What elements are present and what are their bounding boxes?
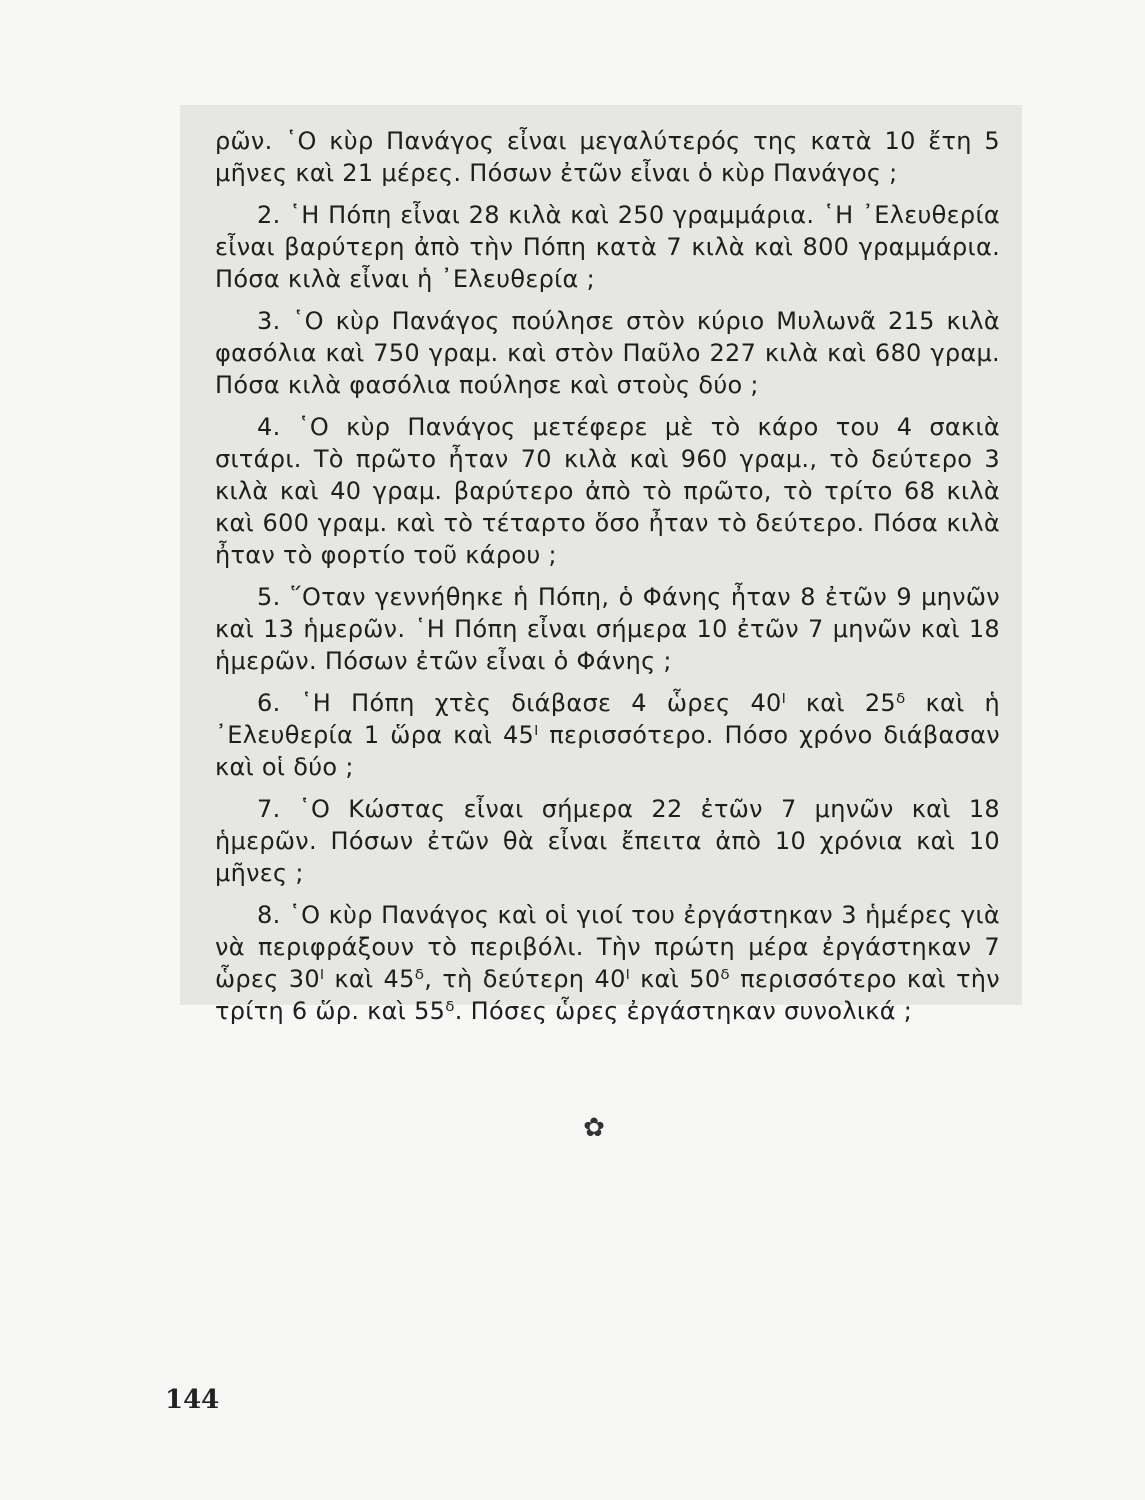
- exercise-5: 5. ῞Οταν γεννήθηκε ἡ Πόπη, ὁ Φάνης ἦταν 8 ἐτῶν 9 μηνῶν καὶ 13 ἡμερῶν. ῾Η Πόπη εἶναι σήμερα 10 ἐτῶν 7 μηνῶν καὶ 18 ἡμερῶν. Πόσων ἐτῶν εἶναι ὁ Φάνης ;: [215, 583, 1000, 675]
- exercise-continuation: ρῶν. ῾Ο κὺρ Πανάγος εἶναι μεγαλύτερός της κατὰ 10 ἔτη 5 μῆνες καὶ 21 μέρες. Πόσων ἐτῶν εἶναι ὁ κὺρ Πανάγος ;: [215, 127, 1000, 187]
- exercise-6: 6. ῾Η Πόπη χτὲς διάβασε 4 ὧρες 40ˡ καὶ 25ᵟ καὶ ἡ ᾿Ελευθερία 1 ὥρα καὶ 45ˡ περισσότερο. Πόσο χρόνο διάβασαν καὶ οἱ δύο ;: [215, 689, 1000, 781]
- exercise-3: 3. ῾Ο κὺρ Πανάγος πούλησε στὸν κύριο Μυλωνᾶ 215 κιλὰ φασόλια καὶ 750 γραμ. καὶ στὸν Παῦλο 227 κιλὰ καὶ 680 γραμ. Πόσα κιλὰ φασόλια πούλησε καὶ στοὺς δύο ;: [215, 307, 1000, 399]
- exercise-4: 4. ῾Ο κὺρ Πανάγος μετέφερε μὲ τὸ κάρο του 4 σακιὰ σιτάρι. Τὸ πρῶτο ἦταν 70 κιλὰ καὶ 960 γραμ., τὸ δεύτερο 3 κιλὰ καὶ 40 γραμ. βαρύτερο ἀπὸ τὸ πρῶτο, τὸ τρίτο 68 κιλὰ καὶ 600 γραμ. καὶ τὸ τέταρτο ὅσο ἦταν τὸ δεύτερο. Πόσα κιλὰ ἦταν τὸ φορτίο τοῦ κάρου ;: [215, 413, 1000, 569]
- page-number: 144: [165, 1385, 220, 1415]
- flower-ornament-icon: ✿: [583, 1113, 605, 1143]
- exercise-2: 2. ῾Η Πόπη εἶναι 28 κιλὰ καὶ 250 γραμμάρια. ῾Η ᾿Ελευθερία εἶναι βαρύτερη ἀπὸ τὴν Πόπη κατὰ 7 κιλὰ καὶ 800 γραμμάρια. Πόσα κιλὰ εἶναι ἡ ᾿Ελευθερία ;: [215, 201, 1000, 293]
- exercise-8: 8. ῾Ο κὺρ Πανάγος καὶ οἱ γιοί του ἐργάστηκαν 3 ἡμέρες γιὰ νὰ περιφράξουν τὸ περιβόλι. Τὴν πρώτη μέρα ἐργάστηκαν 7 ὧρες 30ˡ καὶ 45ᵟ, τὴ δεύτερη 40ˡ καὶ 50ᵟ περισσότερο καὶ τὴν τρίτη 6 ὥρ. καὶ 55ᵟ. Πόσες ὧρες ἐργάστηκαν συνολικά ;: [215, 901, 1000, 1025]
- exercise-list: [215, 125, 1000, 1037]
- exercise-7: 7. ῾Ο Κώστας εἶναι σήμερα 22 ἐτῶν 7 μηνῶν καὶ 18 ἡμερῶν. Πόσων ἐτῶν θὰ εἶναι ἔπειτα ἀπὸ 10 χρόνια καὶ 10 μῆνες ;: [215, 795, 1000, 887]
